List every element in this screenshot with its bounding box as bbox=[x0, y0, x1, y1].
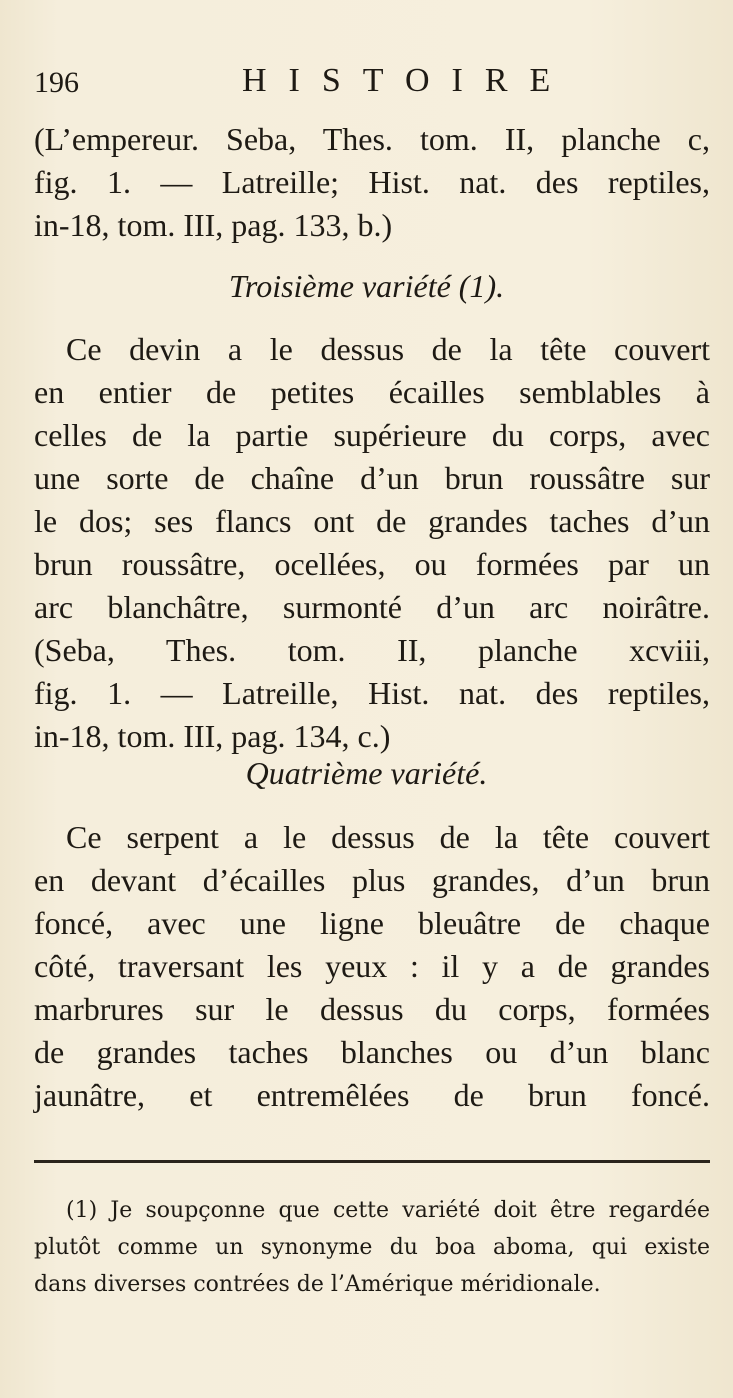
text-line: marbrures sur le dessus du corps, formées bbox=[34, 991, 710, 1027]
section-heading-fourth-variety: Quatrième variété. bbox=[245, 755, 488, 791]
footnote-line: dans diverses contrées de l’Amérique méridionale. bbox=[34, 1272, 601, 1297]
text-line: celles de la partie supérieure du corps, avec bbox=[34, 417, 710, 453]
text-line: brun roussâtre, ocellées, ou formées par un bbox=[34, 546, 710, 582]
text-line: arc blanchâtre, surmonté d’un arc noirâtre. bbox=[34, 589, 710, 625]
text-line: in-18, tom. III, pag. 133, b.) bbox=[34, 207, 393, 243]
page-number: 196 bbox=[34, 66, 79, 99]
text-line: de grandes taches blanches ou d’un blanc bbox=[34, 1034, 710, 1070]
page-header bbox=[34, 62, 714, 112]
text-line: foncé, avec une ligne bleuâtre de chaque bbox=[34, 905, 710, 941]
footnote bbox=[34, 1192, 710, 1303]
text-line: une sorte de chaîne d’un brun roussâtre sur bbox=[34, 460, 710, 496]
text-line: le dos; ses flancs ont de grandes taches d’un bbox=[34, 503, 710, 539]
text-line: (L’empereur. Seba, Thes. tom. II, planche c, bbox=[34, 121, 710, 157]
text-line: fig. 1. — Latreille, Hist. nat. des reptiles, bbox=[34, 675, 710, 711]
paragraph-third-variety bbox=[34, 328, 710, 758]
text-line: jaunâtre, et entremêlées de brun foncé. bbox=[34, 1077, 710, 1113]
text-line: en entier de petites écailles semblables à bbox=[34, 374, 710, 410]
footnote-divider bbox=[34, 1160, 710, 1163]
text-line: en devant d’écailles plus grandes, d’un brun bbox=[34, 862, 710, 898]
text-line: Ce serpent a le dessus de la tête couvert bbox=[66, 819, 710, 855]
paragraph-fourth-variety bbox=[34, 816, 710, 1117]
running-title: HISTOIRE bbox=[242, 62, 573, 99]
section-heading-third-variety: Troisième variété (1). bbox=[228, 268, 505, 304]
text-line: (Seba, Thes. tom. II, planche xcviii, bbox=[34, 632, 710, 668]
text-line: Ce devin a le dessus de la tête couvert bbox=[66, 331, 710, 367]
citation-block-second-variety bbox=[34, 118, 710, 247]
text-line: côté, traversant les yeux : il y a de grandes bbox=[34, 948, 710, 984]
text-line: fig. 1. — Latreille; Hist. nat. des reptiles, bbox=[34, 164, 710, 200]
text-line: in-18, tom. III, pag. 134, c.) bbox=[34, 718, 391, 754]
footnote-line: (1) Je soupçonne que cette variété doit être regardée bbox=[66, 1198, 710, 1223]
footnote-line: plutôt comme un synonyme du boa aboma, qui existe bbox=[34, 1235, 710, 1260]
